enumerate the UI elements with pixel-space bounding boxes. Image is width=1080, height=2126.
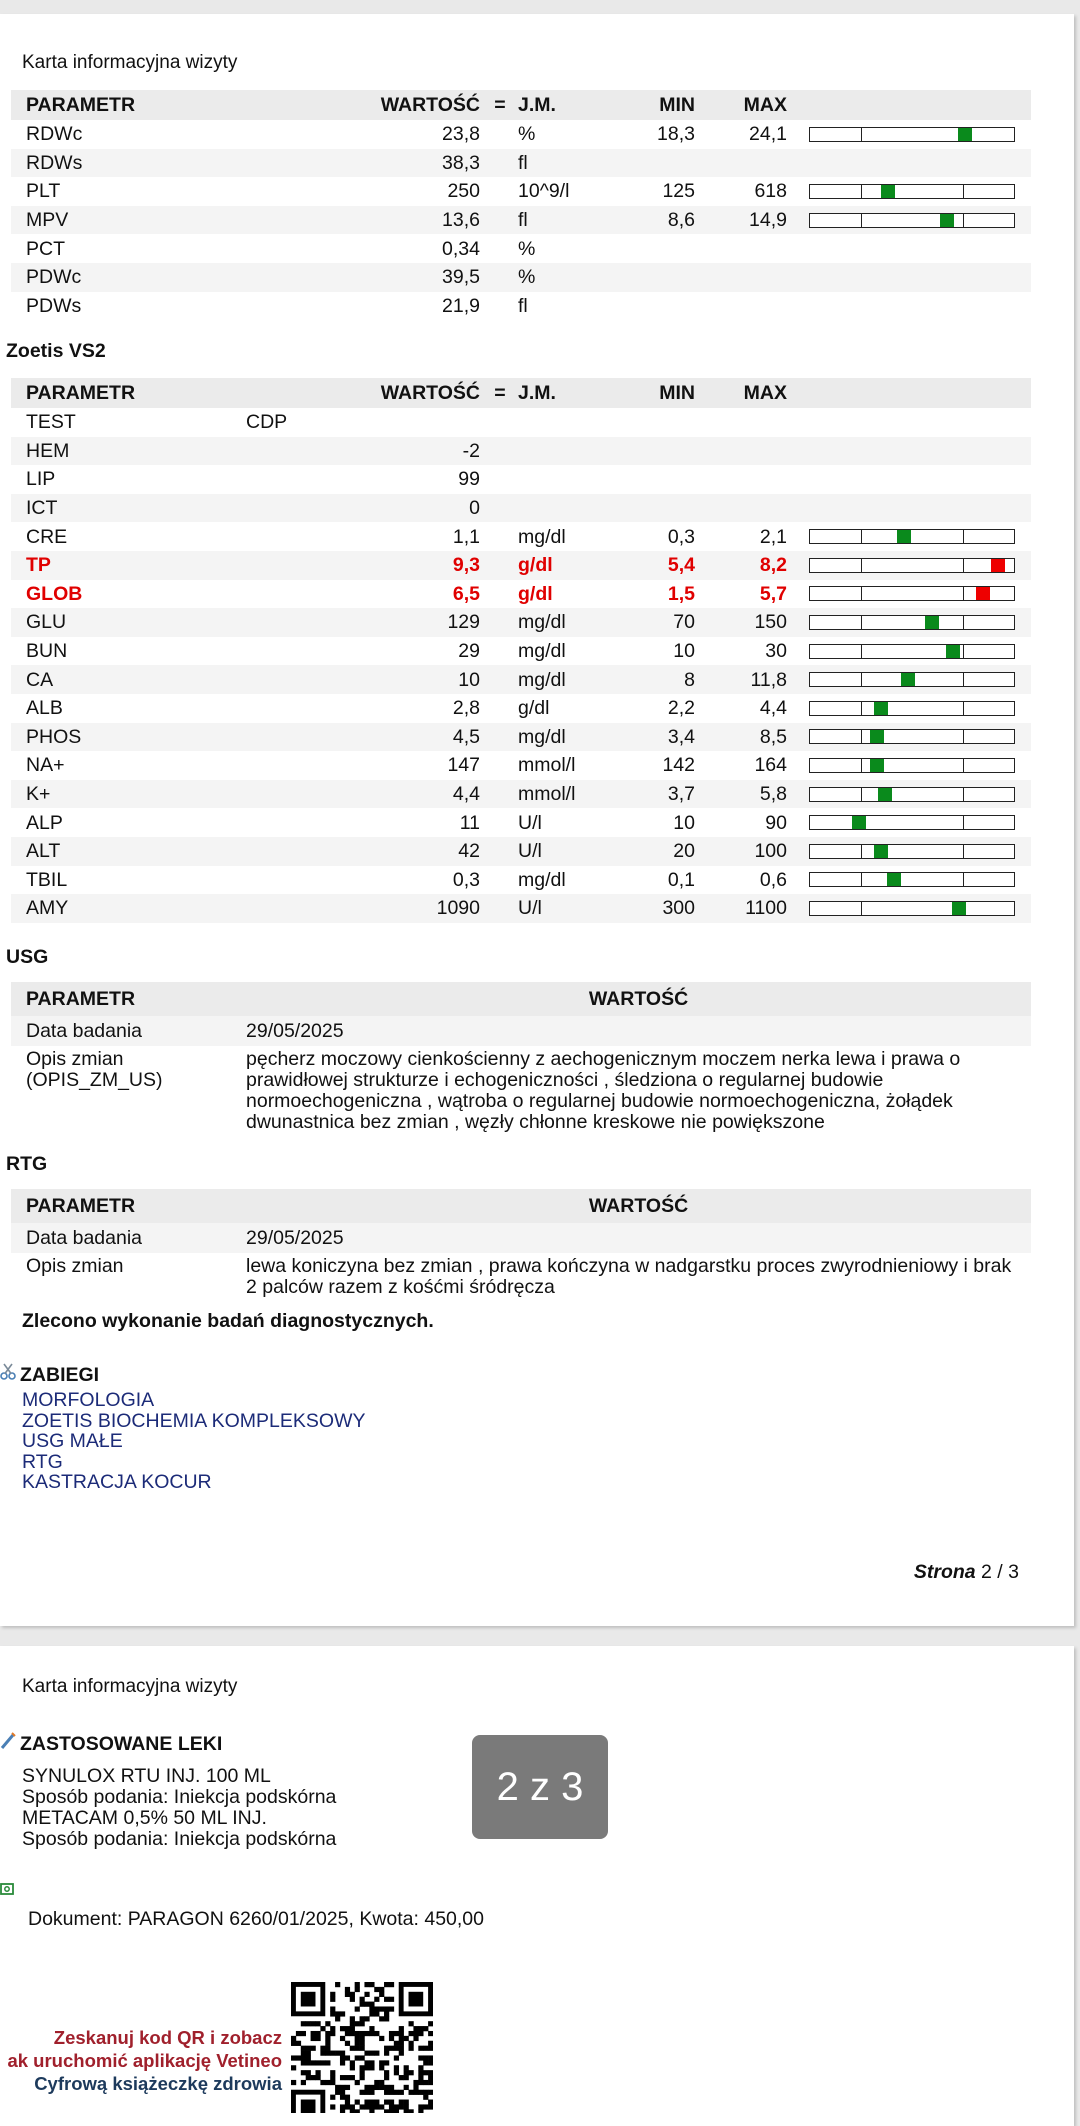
param-max: 2,1 [759,525,787,548]
range-marker [852,816,866,829]
param-text [231,292,353,321]
table-header [11,982,1031,1016]
param-unit: mg/dl [518,868,566,891]
table-header [11,378,1031,408]
param-unit: U/l [512,837,627,866]
param-unit: % [518,123,536,146]
param-text [231,723,353,752]
date-value: 29/05/2025 [231,1016,1031,1046]
range-bar [809,586,1015,601]
param-name: ALT [11,837,231,866]
param-name: TEST [26,411,76,434]
page-header: Karta informacyjna wizyty [22,1676,238,1697]
param-unit: U/l [518,811,542,834]
range-marker [874,702,888,715]
range-marker [878,788,892,801]
range-bar [809,644,1015,659]
range-marker [976,587,990,600]
param-min: 8,6 [627,206,707,235]
param-min: 20 [627,837,707,866]
param-name: PLT [26,180,61,203]
param-text [231,465,353,494]
col-unit: J.M. [512,378,627,408]
range-marker [991,559,1005,572]
range-bar [809,729,1015,744]
param-min [627,234,707,263]
range-marker [887,873,901,886]
param-name: PCT [26,237,65,260]
table-row [11,292,1031,321]
param-max [707,292,799,321]
qr-promo-text [7,2026,282,2095]
param-name: PHOS [11,723,231,752]
param-value: 4,5 [353,723,488,752]
table-header [11,90,1031,120]
table-row [11,808,1031,837]
param-value: 250 [447,180,480,203]
med-name: SYNULOX RTU INJ. 100 ML [22,1765,271,1787]
param-unit: U/l [512,894,627,923]
param-name: RDWs [11,149,231,178]
param-text [231,751,353,780]
table-row [11,149,1031,178]
col-value: WARTOŚĆ [231,1189,1031,1223]
param-text [231,263,353,292]
table-row [11,580,1031,609]
param-text [231,837,353,866]
param-min [627,437,707,466]
param-unit: mg/dl [518,525,566,548]
param-name: MPV [11,206,231,235]
table-row [11,751,1031,780]
table-row [11,437,1031,466]
param-min [627,494,707,523]
qr-text-line: Cyfrową książeczkę zdrowia [34,2073,282,2094]
table-row [11,522,1031,551]
range-marker [946,645,960,658]
col-max: MAX [707,378,799,408]
param-max [707,494,799,523]
syringe-icon [0,1732,16,1756]
param-max: 5,8 [707,780,799,809]
param-text [231,177,353,206]
param-max: 5,7 [759,582,787,605]
table-row [11,837,1031,866]
report-page-2 [0,1646,1074,2126]
param-max: 11,8 [707,665,799,694]
param-max: 24,1 [749,123,787,146]
col-param: PARAMETR [11,1189,231,1223]
param-min: 10 [673,640,695,663]
param-text [231,551,353,580]
param-max: 100 [707,837,799,866]
range-bar [809,213,1015,228]
param-unit: 10^9/l [518,180,570,203]
col-value: WARTOŚĆ [353,378,488,408]
col-eq: = [488,378,512,408]
range-marker [897,530,911,543]
param-value: 42 [353,837,488,866]
param-max [707,408,799,437]
range-marker [958,128,972,141]
param-max: 164 [754,754,787,777]
col-param: PARAMETR [11,90,231,120]
section-title-rtg: RTG [6,1153,48,1175]
desc-value: lewa koniczyna bez zmian , prawa kończyna w nadgarstku proces zwyrodnieniowy i brak 2 palców razem z kośćmi śródręcza [246,1255,1012,1298]
param-name: LIP [26,468,56,491]
page-header: Karta informacyjna wizyty [22,52,238,73]
param-min: 8 [627,665,707,694]
param-text [231,808,353,837]
table-row [11,608,1031,637]
param-unit: fl [512,149,627,178]
param-text [231,608,353,637]
param-unit [512,437,627,466]
param-value: 13,6 [353,206,488,235]
param-text [231,522,353,551]
param-max: 8,2 [707,551,799,580]
param-value: 0 [353,494,488,523]
range-bar [809,758,1015,773]
param-value: 147 [447,754,480,777]
param-text [231,234,353,263]
col-value: WARTOŚĆ [353,90,488,120]
param-name: GLOB [26,582,83,605]
param-name: ALP [26,811,63,834]
param-max [707,437,799,466]
page-indicator: 2 z 3 [472,1735,608,1839]
procedures-list [22,1390,365,1493]
range-bar [809,872,1015,887]
param-text [231,494,353,523]
param-min: 5,4 [627,551,707,580]
param-unit: mmol/l [518,754,576,777]
table-row [11,551,1031,580]
param-min: 70 [627,608,707,637]
param-max: 30 [765,640,787,663]
param-name: NA+ [26,754,65,777]
table-row [11,206,1031,235]
table-row [11,694,1031,723]
param-min: 3,4 [627,723,707,752]
page-number: Strona 2 / 3 [913,1561,1019,1583]
range-marker [870,730,884,743]
param-name: AMY [11,894,231,923]
param-unit: mg/dl [512,665,627,694]
param-min: 0,3 [667,525,695,548]
param-name: BUN [26,640,68,663]
param-name: CA [11,665,231,694]
param-value: 1,1 [452,525,480,548]
range-marker [874,845,888,858]
param-text: CDP [246,411,288,434]
procedure-item: KASTRACJA KOCUR [22,1471,212,1493]
table-row [11,637,1031,666]
receipt-icon [0,1882,14,1901]
param-text [231,866,353,895]
range-bar [809,815,1015,830]
date-label: Data badania [11,1223,231,1253]
param-value: 29 [458,640,480,663]
med-route: Sposób podania: Iniekcja podskórna [22,1828,337,1850]
range-marker [901,673,915,686]
param-value: 129 [353,608,488,637]
param-value: 6,5 [452,582,480,605]
param-unit [512,494,627,523]
param-text [231,437,353,466]
med-route: Sposób podania: Iniekcja podskórna [22,1786,337,1808]
range-marker [925,616,939,629]
table-row [11,723,1031,752]
section-title-usg: USG [6,946,49,968]
range-marker [881,185,895,198]
param-text [231,149,353,178]
date-value: 29/05/2025 [231,1223,1031,1253]
param-name: GLU [11,608,231,637]
col-min: MIN [627,378,707,408]
table-row [11,494,1031,523]
param-unit: g/dl [518,582,553,605]
param-unit: g/dl [518,697,550,720]
param-unit: g/dl [512,551,627,580]
table-header [11,1189,1031,1223]
param-name: K+ [11,780,231,809]
param-value: 2,8 [452,697,480,720]
desc-value: pęcherz moczowy cienkościenny z aechogenicznym moczem nerka lewa i prawa o prawidłowej strukturze i echogeniczności , śledziona o regularnej budowie normoechogeniczna , wątroba o regularnej budowie normoechogeniczna, żołądek dwunastnica bez zmian , węzły chłonne kreskowe nie powiększone [246,1048,961,1133]
param-max: 90 [765,811,787,834]
table-row [11,465,1031,494]
param-max [707,263,799,292]
procedure-item: MORFOLOGIA [22,1389,155,1411]
param-name: PDWs [26,294,82,317]
col-eq: = [488,90,512,120]
param-max: 150 [707,608,799,637]
table-row [11,408,1031,437]
param-value: 4,4 [353,780,488,809]
col-unit: J.M. [512,90,627,120]
param-unit: mg/dl [518,640,566,663]
param-unit: mg/dl [512,723,627,752]
param-min [627,408,707,437]
param-min [627,465,707,494]
param-text [231,665,353,694]
col-min: MIN [627,90,707,120]
param-value: 11 [459,811,480,834]
table-row [11,866,1031,895]
param-value [353,408,488,437]
range-bar [809,672,1015,687]
range-marker [870,759,884,772]
param-unit: mg/dl [512,608,627,637]
param-name: TBIL [26,868,68,891]
param-unit: % [512,263,627,292]
table-row [11,1223,1031,1253]
report-page-1 [0,14,1074,1626]
param-unit [512,408,627,437]
param-value: 39,5 [353,263,488,292]
param-value: 23,8 [442,123,480,146]
desc-label: Opis zmian [26,1255,124,1277]
range-bar [809,127,1015,142]
qr-text-line: ak uruchomić aplikację Vetineo [7,2050,282,2071]
scissors-icon [0,1363,16,1387]
param-unit: mmol/l [512,780,627,809]
range-bar [809,901,1015,916]
table-row [11,263,1031,292]
param-text [231,580,353,609]
param-min: 125 [662,180,695,203]
range-marker [952,902,966,915]
procedure-item: ZOETIS BIOCHEMIA KOMPLEKSOWY [22,1409,366,1432]
table-row [11,120,1031,149]
param-unit [512,465,627,494]
param-name: ALB [26,697,63,720]
param-value: 0,3 [452,868,480,891]
param-max [707,234,799,263]
qr-text-line: Zeskanuj kod QR i zobacz [53,2027,282,2048]
param-min [627,292,707,321]
range-bar [809,615,1015,630]
hematology-table [11,90,1031,320]
col-param: PARAMETR [11,982,231,1016]
biochemistry-table [11,378,1031,923]
param-text [231,894,353,923]
param-value: 0,34 [442,237,480,260]
param-min [627,149,707,178]
table-row [11,1046,1031,1133]
table-row [11,234,1031,263]
range-bar [809,558,1015,573]
param-name: TP [11,551,231,580]
param-text [231,637,353,666]
desc-label: Opis zmian (OPIS_ZM_US) [26,1048,163,1091]
param-min: 3,7 [627,780,707,809]
usg-table [11,982,1031,1133]
param-name: CRE [26,525,68,548]
param-value: 9,3 [353,551,488,580]
col-max: MAX [707,90,799,120]
param-min: 2,2 [667,697,695,720]
param-value: 99 [458,468,480,491]
param-text [231,694,353,723]
meds-title: ZASTOSOWANE LEKI [0,1732,222,1756]
table-row [11,1016,1031,1046]
range-marker [940,214,954,227]
param-min: 300 [627,894,707,923]
table-row [11,1253,1031,1298]
med-name: METACAM 0,5% 50 ML INJ. [22,1807,267,1829]
procedure-item: RTG [22,1450,63,1473]
param-text [231,206,353,235]
table-row [11,780,1031,809]
param-min: 18,3 [657,123,695,146]
ordered-note: Zlecono wykonanie badań diagnostycznych. [22,1310,434,1332]
param-name: HEM [11,437,231,466]
param-value: 21,9 [442,294,480,317]
rtg-table [11,1189,1031,1298]
param-max: 8,5 [707,723,799,752]
param-max: 4,4 [759,697,787,720]
procedure-item: USG MAŁE [22,1430,123,1452]
param-max: 1100 [707,894,799,923]
param-min: 142 [662,754,695,777]
param-max [707,465,799,494]
param-name: PDWc [11,263,231,292]
param-value: 10 [353,665,488,694]
param-min: 10 [673,811,695,834]
param-min [627,263,707,292]
table-row [11,894,1031,923]
meds-list [22,1766,336,1850]
col-param: PARAMETR [11,378,231,408]
table-row [11,665,1031,694]
param-value: 38,3 [353,149,488,178]
col-value: WARTOŚĆ [231,982,1031,1016]
table-row [11,177,1031,206]
param-value: -2 [353,437,488,466]
range-bar [809,529,1015,544]
param-text [231,780,353,809]
section-title-vs2: Zoetis VS2 [6,340,106,362]
param-unit: fl [518,294,528,317]
param-max: 14,9 [707,206,799,235]
param-min: 0,1 [667,868,695,891]
range-bar [809,844,1015,859]
param-min: 1,5 [667,582,695,605]
qr-code[interactable] [291,1982,433,2113]
date-label: Data badania [11,1016,231,1046]
param-name: RDWc [26,123,83,146]
param-name: ICT [11,494,231,523]
range-bar [809,184,1015,199]
param-max: 0,6 [759,868,787,891]
param-value: 1090 [353,894,488,923]
range-bar [809,787,1015,802]
param-unit: fl [512,206,627,235]
range-bar [809,701,1015,716]
param-unit: % [518,237,536,260]
procedures-title: ZABIEGI [0,1363,99,1387]
param-text [231,120,353,149]
document-info: Dokument: PARAGON 6260/01/2025, Kwota: 450,00 [28,1908,484,1930]
param-max [707,149,799,178]
param-max: 618 [754,180,787,203]
